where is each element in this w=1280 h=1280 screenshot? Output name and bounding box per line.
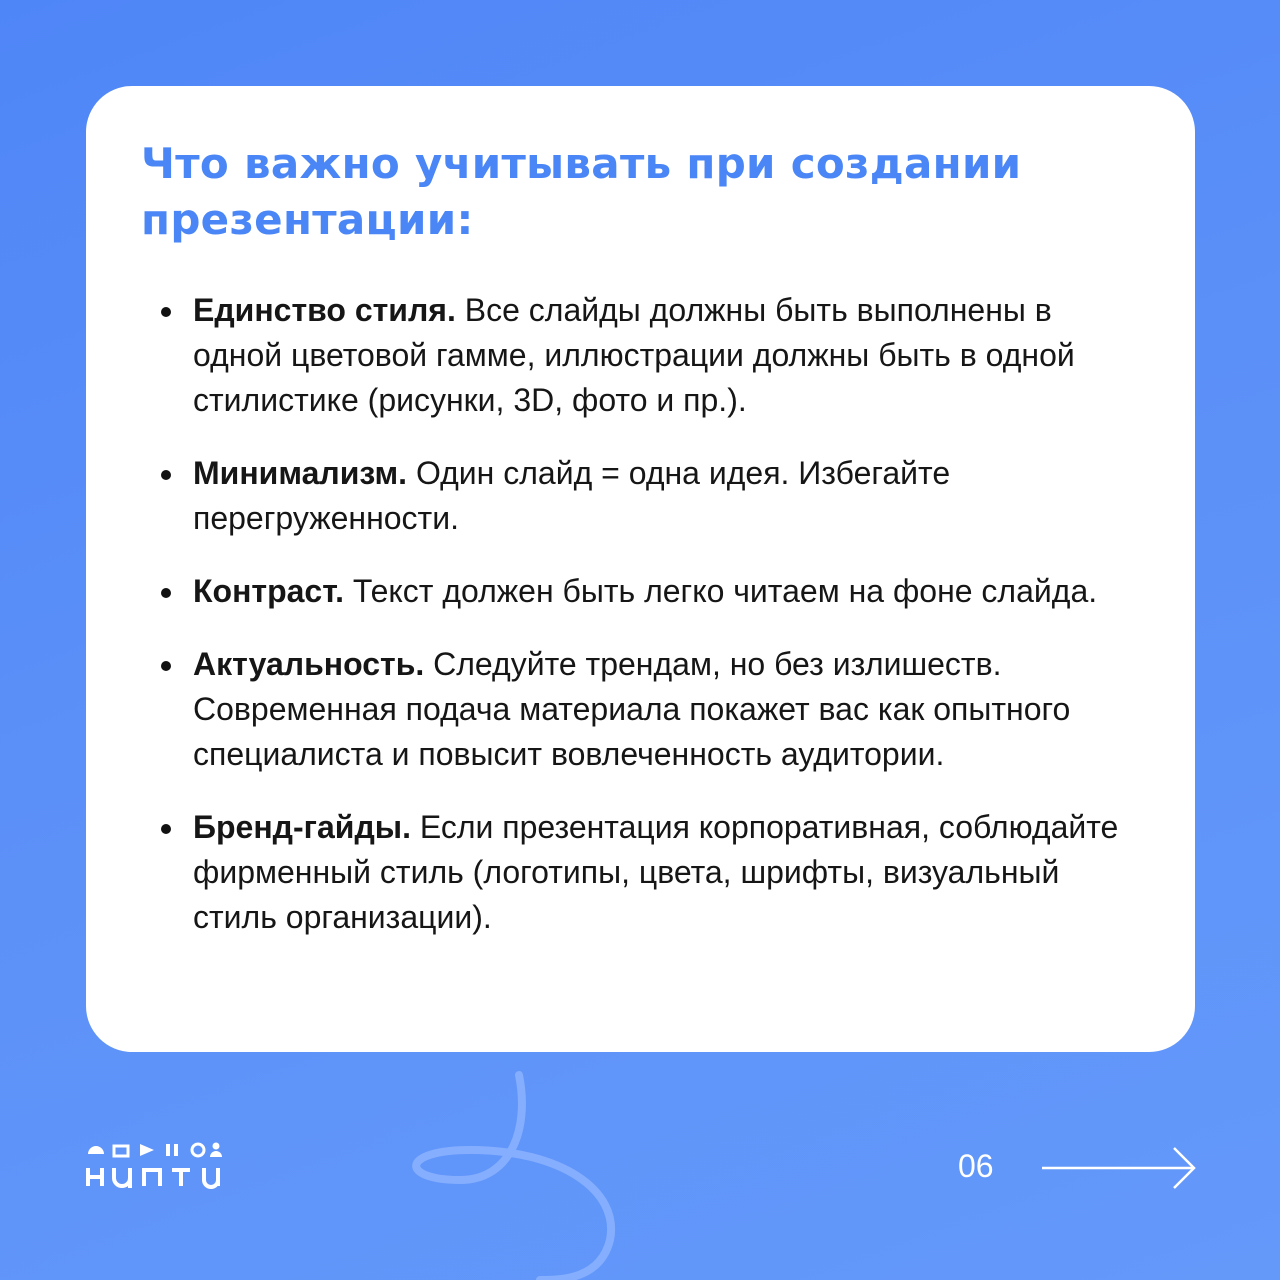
item-term: Контраст.: [193, 573, 344, 609]
arrow-right-icon[interactable]: [1040, 1146, 1200, 1190]
list-item: [141, 451, 1135, 541]
item-text: [193, 451, 1135, 541]
item-term: Минимализм.: [193, 455, 408, 491]
item-term: Актуальность.: [193, 646, 425, 682]
item-text: [193, 569, 1135, 614]
slide-title: Что важно учитывать при создании презентации:: [141, 139, 1022, 244]
item-text: [193, 805, 1135, 940]
page-number: 06: [958, 1148, 994, 1184]
item-term: Единство стиля.: [193, 292, 456, 328]
list-item: [141, 642, 1135, 777]
list-item: [141, 288, 1135, 423]
nupti-logo: [86, 1140, 226, 1190]
item-description: Текст должен быть легко читаем на фоне слайда.: [343, 573, 1098, 609]
item-description: Если презентация корпоративная, соблюдайте фирменный стиль (логотипы, цвета, шрифты, визуальный стиль организации).: [193, 809, 1119, 935]
list-item: [141, 569, 1135, 614]
item-term: Бренд-гайды.: [193, 809, 411, 845]
bullet-icon: [161, 307, 171, 317]
list-item: [141, 805, 1135, 940]
item-description: Все слайды должны быть выполнены в одной цветовой гамме, иллюстрации должны быть в одной стилистике (рисунки, 3D, фото и пр.).: [193, 292, 1075, 418]
item-text: [193, 288, 1135, 423]
tips-list: [141, 288, 1135, 940]
item-description: Следуйте трендам, но без излишеств. Современная подача материала покажет вас как опытного специалиста и повысит вовлеченность аудитории.: [193, 646, 1071, 772]
bullet-icon: [161, 824, 171, 834]
bullet-icon: [161, 470, 171, 480]
item-description: Один слайд = одна идея. Избегайте перегруженности.: [193, 455, 951, 536]
bullet-icon: [161, 588, 171, 598]
item-text: [193, 642, 1135, 777]
content-card: [86, 86, 1195, 1052]
bullet-icon: [161, 661, 171, 671]
